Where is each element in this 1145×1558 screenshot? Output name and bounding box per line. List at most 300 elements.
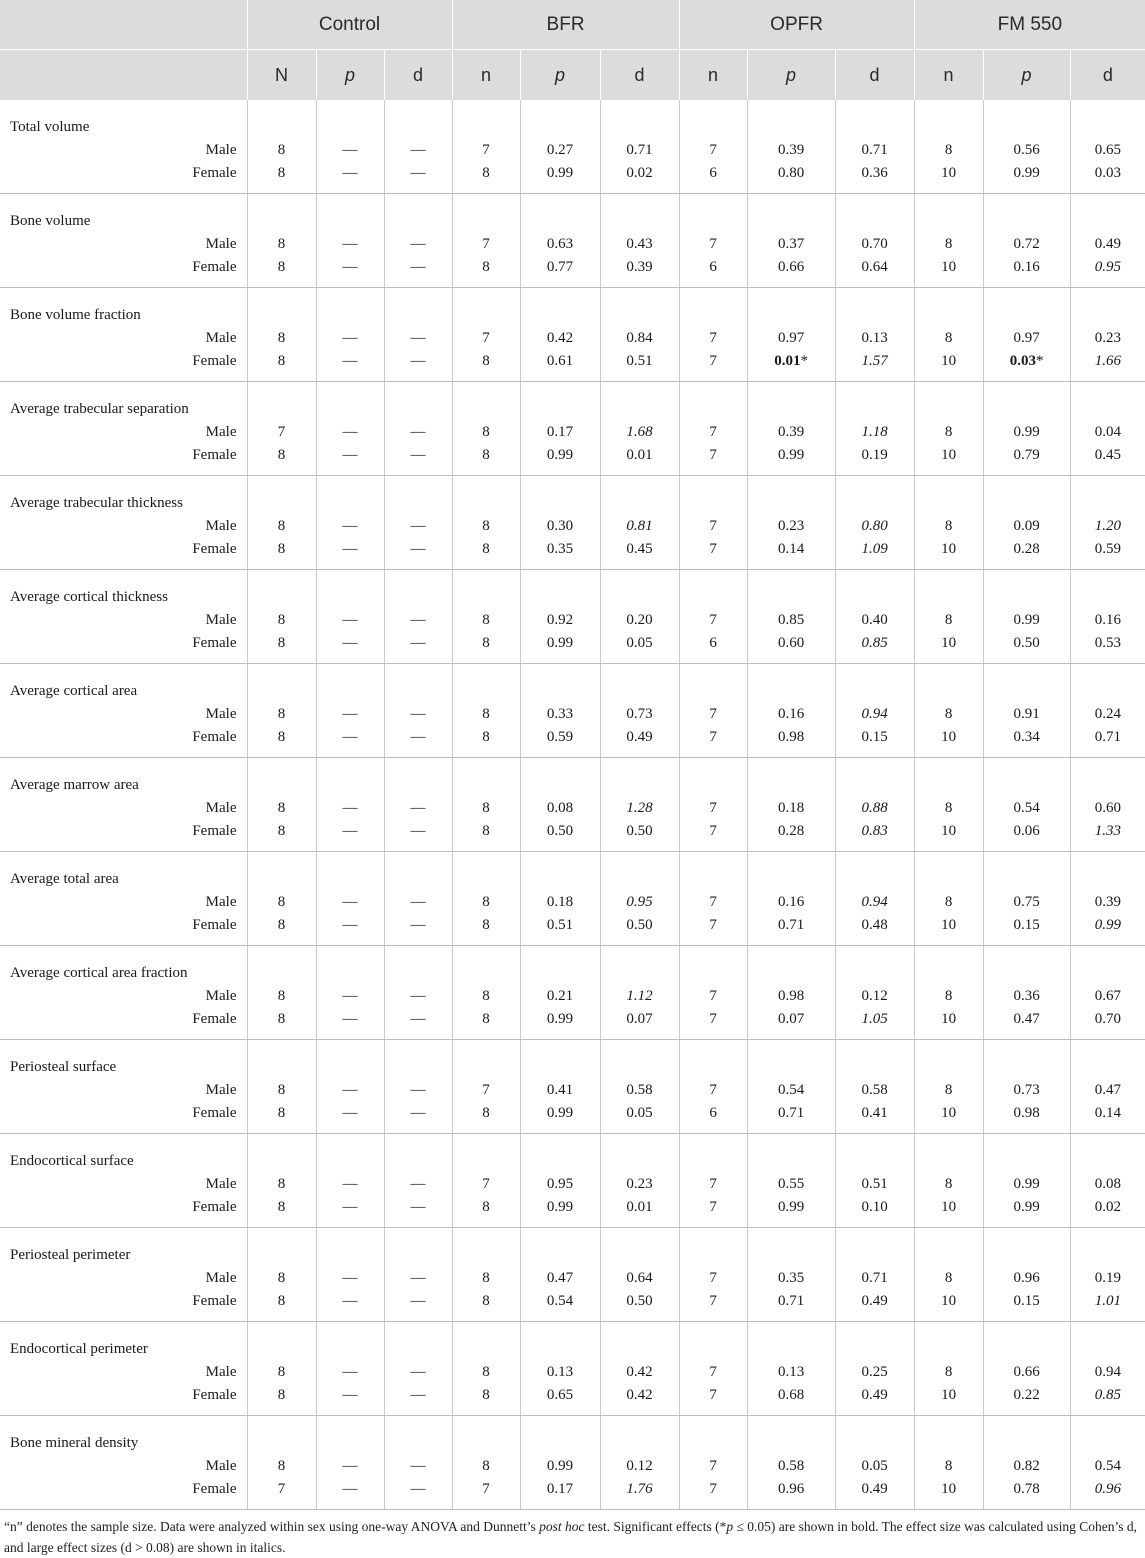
value-cell <box>520 1454 600 1479</box>
value-cell <box>452 514 520 539</box>
value-cell <box>600 821 679 852</box>
cell-value: 0.66 <box>777 259 805 275</box>
cell-value: 7 <box>482 1481 490 1497</box>
measure-name: Average cortical area fraction <box>10 965 188 981</box>
value-cell <box>316 1009 384 1040</box>
cell-value: 0.49 <box>1094 236 1121 252</box>
value-cell <box>520 890 600 915</box>
value-cell <box>835 1479 914 1510</box>
group-header-row <box>0 0 1145 50</box>
value-cell <box>983 1078 1070 1103</box>
cell-value: — <box>342 1270 358 1286</box>
empty-cell <box>247 1134 316 1173</box>
empty-cell <box>600 570 679 609</box>
value-cell <box>679 420 747 445</box>
value-cell <box>452 1266 520 1291</box>
empty-cell <box>983 570 1070 609</box>
value-cell <box>747 326 835 351</box>
value-cell <box>600 232 679 257</box>
cell-value: 0.42 <box>626 1387 653 1403</box>
cell-value: 0.61 <box>546 353 574 369</box>
empty-cell <box>316 946 384 985</box>
value-cell <box>679 232 747 257</box>
value-cell <box>747 232 835 257</box>
cell-value: 0.94 <box>1094 1364 1121 1380</box>
cell-value: 0.58 <box>861 1082 888 1098</box>
value-cell <box>316 984 384 1009</box>
cell-value: 0.03 <box>1094 165 1121 181</box>
cell-value: 0.99 <box>546 1011 574 1027</box>
cell-value: 0.07 <box>626 1011 653 1027</box>
value-cell <box>600 1291 679 1322</box>
value-cell <box>452 326 520 351</box>
value-cell <box>835 1385 914 1416</box>
value-cell <box>316 633 384 664</box>
value-cell <box>247 1385 316 1416</box>
empty-cell <box>679 382 747 421</box>
value-cell <box>983 1172 1070 1197</box>
value-cell <box>835 1360 914 1385</box>
value-cell <box>1070 326 1145 351</box>
value-cell <box>1070 915 1145 946</box>
cell-value: 8 <box>277 1270 286 1286</box>
value-cell <box>747 984 835 1009</box>
sex-label: Female <box>0 1291 247 1322</box>
value-cell <box>316 890 384 915</box>
value-cell <box>316 1454 384 1479</box>
table-row-group-header <box>0 194 1145 233</box>
empty-cell <box>452 382 520 421</box>
value-cell <box>835 1078 914 1103</box>
value-cell <box>600 351 679 382</box>
value-cell <box>452 890 520 915</box>
cell-value: 7 <box>482 330 490 346</box>
cell-value: 0.99 <box>777 1199 805 1215</box>
cell-value: 0.97 <box>1013 330 1040 346</box>
cell-value: 8 <box>277 1387 286 1403</box>
cell-value: — <box>342 541 358 557</box>
cell-value: 0.58 <box>777 1458 805 1474</box>
empty-cell <box>914 100 983 138</box>
empty-cell <box>747 382 835 421</box>
cell-value: 8 <box>482 1458 490 1474</box>
cell-value: 7 <box>709 1176 717 1192</box>
value-cell <box>679 633 747 664</box>
cell-value: 0.17 <box>546 424 574 440</box>
empty-cell <box>914 664 983 703</box>
cell-value: 0.77 <box>546 259 574 275</box>
value-cell <box>384 1385 452 1416</box>
empty-cell <box>914 382 983 421</box>
cell-value: 6 <box>709 635 717 651</box>
empty-cell <box>914 288 983 327</box>
value-cell <box>747 420 835 445</box>
cell-value: — <box>342 1481 358 1497</box>
table-row <box>0 727 1145 758</box>
empty-cell <box>247 1416 316 1455</box>
cell-value: 7 <box>709 894 717 910</box>
table-footnote <box>0 1510 1145 1558</box>
table-row-group-header <box>0 570 1145 609</box>
empty-cell <box>1070 946 1145 985</box>
cell-value: 0.54 <box>1094 1458 1121 1474</box>
value-cell <box>747 445 835 476</box>
empty-cell <box>835 288 914 327</box>
value-cell <box>1070 1103 1145 1134</box>
sex-label: Female <box>0 915 247 946</box>
value-cell <box>835 257 914 288</box>
value-cell <box>983 163 1070 194</box>
empty-cell <box>1070 382 1145 421</box>
value-cell <box>316 539 384 570</box>
cell-value: 7 <box>709 518 717 534</box>
value-cell <box>983 915 1070 946</box>
value-cell <box>452 796 520 821</box>
sex-label: Male <box>205 330 237 346</box>
value-cell <box>914 514 983 539</box>
empty-cell <box>1070 852 1145 891</box>
cell-value: 8 <box>482 424 490 440</box>
empty-cell <box>452 570 520 609</box>
cell-value: 0.60 <box>1094 800 1121 816</box>
cell-value: — <box>410 706 426 722</box>
value-cell <box>384 420 452 445</box>
value-cell <box>384 351 452 382</box>
cell-value: 0.39 <box>777 142 805 158</box>
cell-value: 8 <box>482 447 490 463</box>
value-cell <box>914 539 983 570</box>
cell-value: — <box>410 1199 426 1215</box>
subheader-d: d <box>1070 50 1145 101</box>
table-row <box>0 915 1145 946</box>
cell-value: 0.40 <box>861 612 888 628</box>
value-cell <box>914 445 983 476</box>
empty-cell <box>600 1040 679 1079</box>
value-cell <box>316 702 384 727</box>
cell-value: 7 <box>709 706 717 722</box>
value-cell <box>520 608 600 633</box>
value-cell <box>983 257 1070 288</box>
value-cell <box>679 539 747 570</box>
cell-value: 1.68 <box>626 424 653 440</box>
cell-value: 0.49 <box>861 1293 888 1309</box>
table-row <box>0 420 1145 445</box>
value-cell <box>1070 445 1145 476</box>
value-cell <box>316 351 384 382</box>
sex-label: Male <box>205 142 237 158</box>
cell-value: 0.09 <box>1013 518 1040 534</box>
value-cell <box>452 257 520 288</box>
value-cell <box>835 608 914 633</box>
value-cell <box>747 727 835 758</box>
cell-value: 0.71 <box>777 917 805 933</box>
empty-cell <box>384 946 452 985</box>
footnote-p-symbol: p <box>726 1519 734 1534</box>
value-cell <box>679 1385 747 1416</box>
value-cell <box>247 821 316 852</box>
cell-value: 0.16 <box>777 894 805 910</box>
cell-value: — <box>342 353 358 369</box>
cell-value: 0.02 <box>626 165 653 181</box>
cell-value: 0.99 <box>546 1458 574 1474</box>
value-cell <box>316 1360 384 1385</box>
value-cell <box>747 1291 835 1322</box>
empty-cell <box>983 1134 1070 1173</box>
cell-value: 8 <box>944 1082 953 1098</box>
empty-cell <box>983 382 1070 421</box>
value-cell <box>384 890 452 915</box>
cell-value: 7 <box>709 823 717 839</box>
value-cell <box>520 984 600 1009</box>
empty-cell <box>914 1040 983 1079</box>
value-cell <box>747 1009 835 1040</box>
value-cell <box>835 420 914 445</box>
table-row <box>0 1197 1145 1228</box>
empty-cell <box>835 1040 914 1079</box>
sex-label: Male <box>205 1364 237 1380</box>
cell-value: 8 <box>277 259 286 275</box>
value-cell <box>914 702 983 727</box>
value-cell <box>835 984 914 1009</box>
sex-label: Female <box>0 539 247 570</box>
cell-value: 7 <box>709 988 717 1004</box>
value-cell <box>452 702 520 727</box>
cell-value: 0.20 <box>626 612 653 628</box>
empty-cell <box>384 382 452 421</box>
cell-value: 0.96 <box>1094 1481 1121 1497</box>
value-cell <box>247 1360 316 1385</box>
empty-cell <box>1070 1322 1145 1361</box>
value-cell <box>747 1078 835 1103</box>
empty-cell <box>983 664 1070 703</box>
value-cell <box>835 1103 914 1134</box>
cell-value: 0.01 <box>626 1199 653 1215</box>
empty-cell <box>384 664 452 703</box>
value-cell <box>247 890 316 915</box>
value-cell <box>983 351 1070 382</box>
empty-cell <box>316 852 384 891</box>
value-cell <box>520 138 600 163</box>
cell-value: 0.51 <box>861 1176 888 1192</box>
sub-header-row <box>0 50 1145 101</box>
cell-value: — <box>410 165 426 181</box>
cell-value: 7 <box>709 1387 717 1403</box>
value-cell <box>914 163 983 194</box>
table-row <box>0 608 1145 633</box>
empty-cell <box>679 852 747 891</box>
value-cell <box>983 326 1070 351</box>
value-cell <box>1070 890 1145 915</box>
cell-value: — <box>410 518 426 534</box>
cell-value: 7 <box>277 1481 286 1497</box>
value-cell <box>452 539 520 570</box>
value-cell <box>247 1078 316 1103</box>
cell-value: 8 <box>944 612 953 628</box>
value-cell <box>914 1197 983 1228</box>
value-cell <box>747 514 835 539</box>
cell-value: 0.91 <box>1013 706 1040 722</box>
cell-value: 0.23 <box>626 1176 653 1192</box>
cell-value: 0.39 <box>626 259 653 275</box>
value-cell <box>600 445 679 476</box>
cell-value: 0.68 <box>777 1387 805 1403</box>
empty-cell <box>1070 758 1145 797</box>
empty-cell <box>679 570 747 609</box>
subheader-n: n <box>914 50 983 101</box>
value-cell <box>679 445 747 476</box>
empty-cell <box>600 946 679 985</box>
empty-cell <box>1070 100 1145 138</box>
value-cell <box>1070 608 1145 633</box>
value-cell <box>520 1291 600 1322</box>
value-cell <box>983 1454 1070 1479</box>
empty-cell <box>914 1134 983 1173</box>
value-cell <box>835 232 914 257</box>
cell-value: 8 <box>944 236 953 252</box>
cell-value: 10 <box>941 165 957 181</box>
empty-cell <box>983 1228 1070 1267</box>
value-cell <box>835 727 914 758</box>
empty-cell <box>247 758 316 797</box>
value-cell <box>983 821 1070 852</box>
cell-value: 8 <box>482 823 490 839</box>
value-cell <box>835 1009 914 1040</box>
cell-value: 0.99 <box>546 1199 574 1215</box>
cell-value: 8 <box>944 988 953 1004</box>
cell-value: 1.18 <box>861 424 888 440</box>
value-cell <box>316 138 384 163</box>
sex-label: Male <box>205 1270 237 1286</box>
empty-cell <box>384 758 452 797</box>
cell-value: 0.71 <box>777 1105 805 1121</box>
value-cell <box>747 1103 835 1134</box>
cell-value: 0.18 <box>777 800 805 816</box>
cell-value: 0.08 <box>546 800 574 816</box>
value-cell <box>247 796 316 821</box>
sex-label: Male <box>205 424 237 440</box>
subheader-d: d <box>600 50 679 101</box>
cell-value: 8 <box>277 917 286 933</box>
value-cell <box>914 984 983 1009</box>
cell-value: 0.50 <box>626 1293 653 1309</box>
value-cell <box>452 1454 520 1479</box>
cell-value: 0.99 <box>1013 424 1040 440</box>
value-cell <box>1070 984 1145 1009</box>
value-cell <box>247 232 316 257</box>
cell-value: 0.12 <box>626 1458 653 1474</box>
value-cell <box>247 1291 316 1322</box>
value-cell <box>914 727 983 758</box>
value-cell <box>384 821 452 852</box>
empty-cell <box>247 1040 316 1079</box>
value-cell <box>914 1078 983 1103</box>
cell-value: 8 <box>277 729 286 745</box>
empty-cell <box>384 476 452 515</box>
cell-value: 8 <box>482 518 490 534</box>
value-cell <box>316 1291 384 1322</box>
cell-value: 0.05 <box>861 1458 888 1474</box>
value-cell <box>600 326 679 351</box>
cell-value: — <box>342 729 358 745</box>
cell-value: 8 <box>944 1176 953 1192</box>
value-cell <box>384 1172 452 1197</box>
cell-value: 8 <box>944 800 953 816</box>
value-cell <box>520 1360 600 1385</box>
cell-value: 0.99 <box>777 447 805 463</box>
value-cell <box>600 796 679 821</box>
empty-cell <box>679 1228 747 1267</box>
value-cell <box>1070 1009 1145 1040</box>
cell-value: 8 <box>277 236 286 252</box>
value-cell <box>679 326 747 351</box>
cell-value: — <box>410 729 426 745</box>
value-cell <box>384 727 452 758</box>
group-header-fm550: FM 550 <box>914 0 1145 50</box>
cell-value: 0.19 <box>861 447 888 463</box>
cell-value: 1.20 <box>1094 518 1121 534</box>
significance-marker: * <box>800 353 808 369</box>
empty-cell <box>835 1322 914 1361</box>
table-row <box>0 257 1145 288</box>
cell-value: 0.36 <box>861 165 888 181</box>
empty-cell <box>384 1416 452 1455</box>
cell-value: 0.81 <box>626 518 653 534</box>
empty-cell <box>835 946 914 985</box>
table-row <box>0 633 1145 664</box>
cell-value: — <box>410 894 426 910</box>
value-cell <box>747 1454 835 1479</box>
value-cell <box>983 1009 1070 1040</box>
cell-value: 0.99 <box>1013 612 1040 628</box>
value-cell <box>600 984 679 1009</box>
value-cell <box>1070 633 1145 664</box>
cell-value: 10 <box>941 353 957 369</box>
value-cell <box>914 1009 983 1040</box>
value-cell <box>316 232 384 257</box>
cell-value: 8 <box>482 612 490 628</box>
cell-value: 1.09 <box>861 541 888 557</box>
value-cell <box>600 1479 679 1510</box>
table-row-group-header <box>0 382 1145 421</box>
cell-value: 0.71 <box>861 142 888 158</box>
value-cell <box>983 1385 1070 1416</box>
cell-value: 8 <box>944 424 953 440</box>
sex-label: Male <box>205 518 237 534</box>
cell-value: — <box>410 1011 426 1027</box>
empty-cell <box>316 288 384 327</box>
cell-value: 0.78 <box>1013 1481 1040 1497</box>
value-cell <box>452 1197 520 1228</box>
value-cell <box>914 915 983 946</box>
value-cell <box>747 633 835 664</box>
value-cell <box>520 1103 600 1134</box>
cell-value: 0.99 <box>546 165 574 181</box>
value-cell <box>452 608 520 633</box>
cell-value: 1.05 <box>861 1011 888 1027</box>
table-row <box>0 1291 1145 1322</box>
empty-cell <box>520 852 600 891</box>
table-row <box>0 1078 1145 1103</box>
empty-cell <box>520 664 600 703</box>
footnote-text: “n” denotes the sample size. Data were analyzed within sex using one-way ANOVA and Dunnett’s <box>4 1519 540 1534</box>
cell-value: — <box>342 1364 358 1380</box>
cell-value: 0.28 <box>1013 541 1040 557</box>
empty-cell <box>600 1322 679 1361</box>
table-row-group-header <box>0 100 1145 138</box>
cell-value: 8 <box>277 1176 286 1192</box>
value-cell <box>520 1479 600 1510</box>
value-cell <box>679 1360 747 1385</box>
